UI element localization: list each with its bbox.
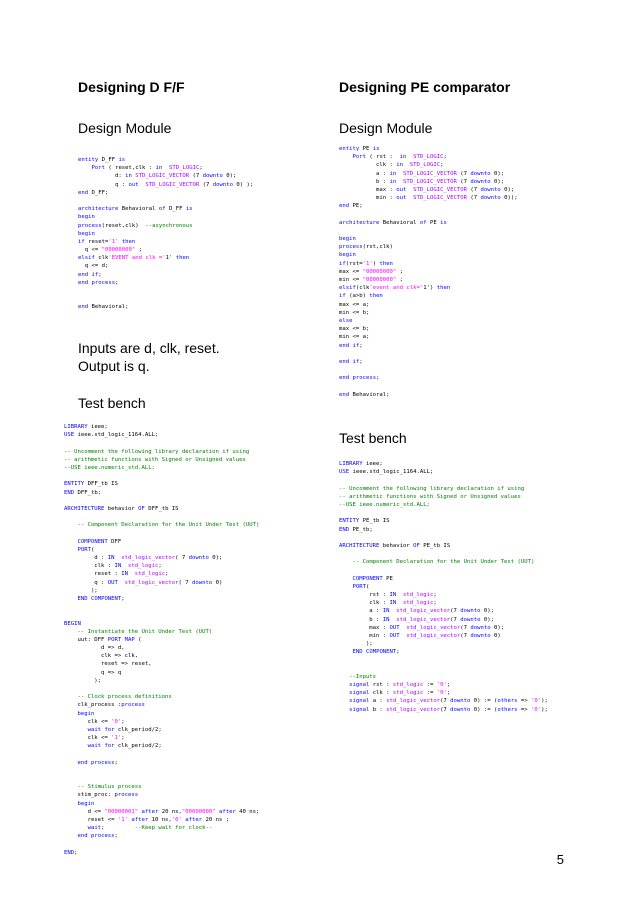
dff-testbench-code-line xyxy=(64,472,334,480)
pe-testbench-code-line: min : OUT std_logic_vector(7 downto 0) xyxy=(339,632,501,639)
dff-input-note: Inputs are d, clk, reset. xyxy=(78,340,220,356)
dff-testbench-code-line: clk_process :process xyxy=(64,702,145,709)
pe-design-code-line: max <= "00000000" ; xyxy=(339,268,404,275)
pe-design-code-line: max <= a; xyxy=(339,301,370,308)
pe-design-code-line: if (a>b) then xyxy=(339,293,383,300)
dff-testbench-code-line: wait for clk_period/2; xyxy=(87,743,162,750)
pe-design-code-line: elsif(clk'event and clk='1') then xyxy=(339,285,451,292)
pe-testbench-code-line: a : IN std_logic_vector(7 downto 0); xyxy=(339,608,494,615)
pe-heading: Designing PE comparator xyxy=(339,79,511,95)
pe-testbench-code-line: clk : IN std_logic; xyxy=(339,600,437,607)
dff-testbench-code-line: wait for clk_period/2; xyxy=(87,726,162,733)
pe-testbench-code-line: ARCHITECTURE behavior OF PE_tb IS xyxy=(339,542,451,549)
pe-design-code-line xyxy=(339,366,589,374)
dff-testbench-code-line: USE ieee.std_logic_1164.ALL; xyxy=(64,432,159,439)
dff-testbench-code xyxy=(64,423,334,857)
pe-testbench-code-line: signal b : std_logic_vector(7 downto 0) := (others => '0'); xyxy=(349,706,548,713)
pe-design-module-label: Design Module xyxy=(339,120,433,136)
dff-design-code-line: elsif clk'EVENT and clk ='1' then xyxy=(78,255,190,262)
dff-testbench-code-line xyxy=(64,513,334,521)
pe-design-code-line: Port ( rst : in STD_LOGIC; xyxy=(352,154,447,161)
pe-testbench-code-line: USE ieee.std_logic_1164.ALL; xyxy=(339,469,434,476)
dff-testbench-code-line: -- Uncomment the following library declaration if using xyxy=(64,448,250,455)
pe-design-code-line: end PE; xyxy=(339,203,363,210)
dff-testbench-code-line: ); xyxy=(64,677,102,684)
pe-design-code-line: process(rst,clk) xyxy=(339,244,393,251)
dff-testbench-code-line: begin xyxy=(77,800,95,807)
pe-testbench-label: Test bench xyxy=(339,430,407,446)
pe-design-code-line: else xyxy=(339,317,353,324)
pe-design-code-line: end if; xyxy=(339,342,363,349)
dff-design-code-line xyxy=(78,295,328,303)
pe-testbench-code-line: ENTITY PE_tb IS xyxy=(339,518,390,525)
dff-design-code-line xyxy=(78,287,328,295)
dff-testbench-code-line: end process; xyxy=(77,833,118,840)
dff-design-code-line: d: in STD_LOGIC_VECTOR (7 downto 0); xyxy=(78,173,237,180)
dff-heading: Designing D F/F xyxy=(78,79,185,95)
dff-testbench-code-line: clk : IN std_logic; xyxy=(64,563,162,570)
pe-design-code-line: clk : in STD_LOGIC; xyxy=(339,162,444,169)
dff-testbench-code-line: LIBRARY ieee; xyxy=(64,424,108,430)
pe-design-code-line xyxy=(339,350,589,358)
pe-design-code-line: end if; xyxy=(339,358,363,365)
pe-testbench-code-line: --USE ieee.numeric_std.ALL; xyxy=(339,501,430,508)
pe-testbench-code-line: signal rst : std_logic := '0'; xyxy=(349,682,451,689)
dff-design-code-line: q <= "00000000" ; xyxy=(78,247,143,254)
pe-testbench-code-line: --Inputs xyxy=(349,673,377,680)
dff-design-code-line: q : out STD_LOGIC_VECTOR (7 downto 0) ); xyxy=(78,181,254,188)
pe-testbench-code-line: -- Component Declaration for the Unit Under Test (UUT) xyxy=(352,559,535,566)
pe-design-code-line: entity PE is xyxy=(339,146,380,152)
pe-testbench-code-line: END PE_tb; xyxy=(339,526,373,533)
pe-testbench-code-line xyxy=(339,566,589,574)
dff-design-code-line xyxy=(78,197,328,205)
pe-design-code-line: min <= b; xyxy=(339,309,370,316)
dff-design-code-line: process(reset,clk) --asynchronous xyxy=(78,222,193,229)
pe-testbench-code-line: signal a : std_logic_vector(7 downto 0) := (others => '0'); xyxy=(349,698,548,705)
dff-testbench-code-line: q : OUT std_logic_vector( 7 downto 0) xyxy=(64,579,223,586)
dff-design-module-label: Design Module xyxy=(78,120,172,136)
dff-testbench-code-line: BEGIN xyxy=(64,620,81,627)
pe-testbench-code-line: rst : IN std_logic; xyxy=(339,592,437,598)
dff-testbench-code-line: END DFF_tb; xyxy=(64,489,102,496)
pe-testbench-code-line: PORT( xyxy=(352,583,370,590)
dff-design-code-line: end Behavioral; xyxy=(78,304,129,311)
pe-testbench-code xyxy=(339,460,589,714)
dff-testbench-code-line xyxy=(64,841,334,849)
pe-testbench-code-line xyxy=(339,665,589,673)
pe-design-code-line: max : out STD_LOGIC_VECTOR (7 downto 0); xyxy=(339,186,515,193)
pe-testbench-code-line: b : IN std_logic_vector(7 downto 0); xyxy=(339,616,494,623)
dff-testbench-code-line: -- Stimulus process xyxy=(77,784,142,791)
dff-testbench-code-line: clk <= '0'; xyxy=(64,718,125,725)
dff-testbench-code-line: q => q xyxy=(64,669,122,676)
pe-testbench-code-line xyxy=(339,534,589,542)
dff-testbench-code-line: clk <= '1'; xyxy=(64,735,125,742)
pe-design-code-line: max <= b; xyxy=(339,326,370,333)
pe-testbench-code-line: LIBRARY ieee; xyxy=(339,461,383,467)
pe-design-code-line: min <= a; xyxy=(339,334,370,341)
pe-testbench-code-line xyxy=(339,509,589,517)
pe-design-code-line xyxy=(339,211,589,219)
dff-design-code-line: end if; xyxy=(78,271,102,278)
pe-design-code-line: min : out STD_LOGIC_VECTOR (7 downto 0)); xyxy=(339,195,518,202)
dff-design-code-line: begin xyxy=(78,214,95,221)
dff-testbench-code-line xyxy=(64,685,334,693)
pe-testbench-code-line: -- arithmetic functions with Signed or Unsigned values xyxy=(339,493,521,500)
dff-testbench-code-line xyxy=(64,751,334,759)
dff-testbench-code-line: reset => reset, xyxy=(64,661,152,668)
dff-testbench-code-line: d => d, xyxy=(64,645,125,652)
pe-design-code-line: a : in STD_LOGIC_VECTOR (7 downto 0); xyxy=(339,170,505,177)
pe-design-code-line: b : in STD_LOGIC_VECTOR (7 downto 0); xyxy=(339,178,505,185)
pe-design-code-line xyxy=(339,382,589,390)
pe-design-code-line xyxy=(339,227,589,235)
pe-design-code-line: begin xyxy=(339,252,356,259)
dff-testbench-code-line xyxy=(64,603,334,611)
dff-testbench-code-line xyxy=(64,611,334,619)
dff-testbench-code-line: wait; --Keep wait for clock-- xyxy=(87,825,213,832)
dff-testbench-code-line: -- Instantiate the Unit Under Test (UUT) xyxy=(77,628,213,635)
pe-design-code-line: end Behavioral; xyxy=(339,391,390,398)
dff-testbench-code-line: END; xyxy=(64,849,78,856)
dff-design-code xyxy=(78,156,328,312)
dff-design-code-line: end D_FF; xyxy=(78,189,109,196)
dff-testbench-code-line: -- arithmetic functions with Signed or Unsigned values xyxy=(64,456,246,463)
dff-output-note: Output is q. xyxy=(78,358,150,374)
dff-testbench-code-line: -- Component Declaration for the Unit Under Test (UUT) xyxy=(77,522,260,529)
pe-testbench-code-line: ); xyxy=(339,641,373,648)
pe-testbench-code-line: END COMPONENT; xyxy=(352,649,400,656)
dff-design-code-line: entity D_FF is xyxy=(78,157,126,163)
pe-testbench-code-line: COMPONENT PE xyxy=(352,575,393,582)
dff-testbench-code-line: PORT( xyxy=(77,546,95,553)
dff-design-code-line: end process; xyxy=(78,279,119,286)
pe-design-code xyxy=(339,145,589,399)
dff-testbench-code-line: d <= "00000001" after 20 ns,"00000000" after 40 ns; xyxy=(64,808,260,815)
dff-testbench-code-line xyxy=(64,529,334,537)
dff-testbench-code-line: -- Clock process definitions xyxy=(77,694,172,701)
page-number: 5 xyxy=(556,852,564,867)
dff-design-code-line: Port ( reset,clk : in STD_LOGIC; xyxy=(91,165,203,172)
pe-design-code-line: end process; xyxy=(339,375,380,382)
dff-testbench-code-line: ENTITY DFF_tb IS xyxy=(64,481,118,488)
dff-testbench-code-line: reset <= '1' after 10 ns,'0' after 20 ns ; xyxy=(64,817,230,823)
dff-testbench-code-line xyxy=(64,439,334,447)
dff-testbench-code-line: COMPONENT DFF xyxy=(77,538,122,545)
pe-testbench-code-line: signal clk : std_logic := '0'; xyxy=(349,690,451,697)
pe-design-code-line: if(rst='1') then xyxy=(339,260,393,267)
dff-testbench-code-line: begin xyxy=(77,710,95,717)
pe-design-code-line: begin xyxy=(339,236,356,243)
pe-design-code-line: min <= "00000000" ; xyxy=(339,277,404,283)
dff-design-code-line: architecture Behavioral of D_FF is xyxy=(78,206,193,213)
dff-design-code-line: q <= d; xyxy=(78,263,109,270)
dff-testbench-code-line: ARCHITECTURE behavior OF DFF_tb IS xyxy=(64,505,179,512)
pe-testbench-code-line xyxy=(339,550,589,558)
pe-testbench-code-line xyxy=(339,657,589,665)
dff-testbench-code-line: uut: DFF PORT MAP ( xyxy=(64,636,142,643)
dff-testbench-code-line: --USE ieee.numeric_std.ALL; xyxy=(64,464,155,471)
dff-testbench-code-line xyxy=(64,775,334,783)
dff-testbench-code-line: END COMPONENT; xyxy=(77,595,125,602)
pe-testbench-code-line: max : OUT std_logic_vector(7 downto 0); xyxy=(339,624,505,631)
dff-design-code-line: if reset='1' then xyxy=(78,238,136,245)
dff-testbench-code-line xyxy=(64,767,334,775)
dff-testbench-code-line xyxy=(64,497,334,505)
dff-design-code-line: begin xyxy=(78,230,95,237)
dff-testbench-code-line: ); xyxy=(64,587,98,594)
dff-testbench-code-line: clk => clk, xyxy=(64,653,139,660)
pe-testbench-code-line xyxy=(339,476,589,484)
dff-testbench-code-line: d : IN std_logic_vector( 7 downto 0); xyxy=(64,555,223,561)
dff-testbench-label: Test bench xyxy=(78,395,146,411)
pe-testbench-code-line: -- Uncomment the following library declaration if using xyxy=(339,485,525,492)
pe-design-code-line: architecture Behavioral of PE is xyxy=(339,219,447,226)
dff-testbench-code-line: reset : IN std_logic; xyxy=(64,571,169,578)
dff-testbench-code-line: end process; xyxy=(77,759,118,766)
dff-testbench-code-line: stim_proc: process xyxy=(64,792,139,799)
